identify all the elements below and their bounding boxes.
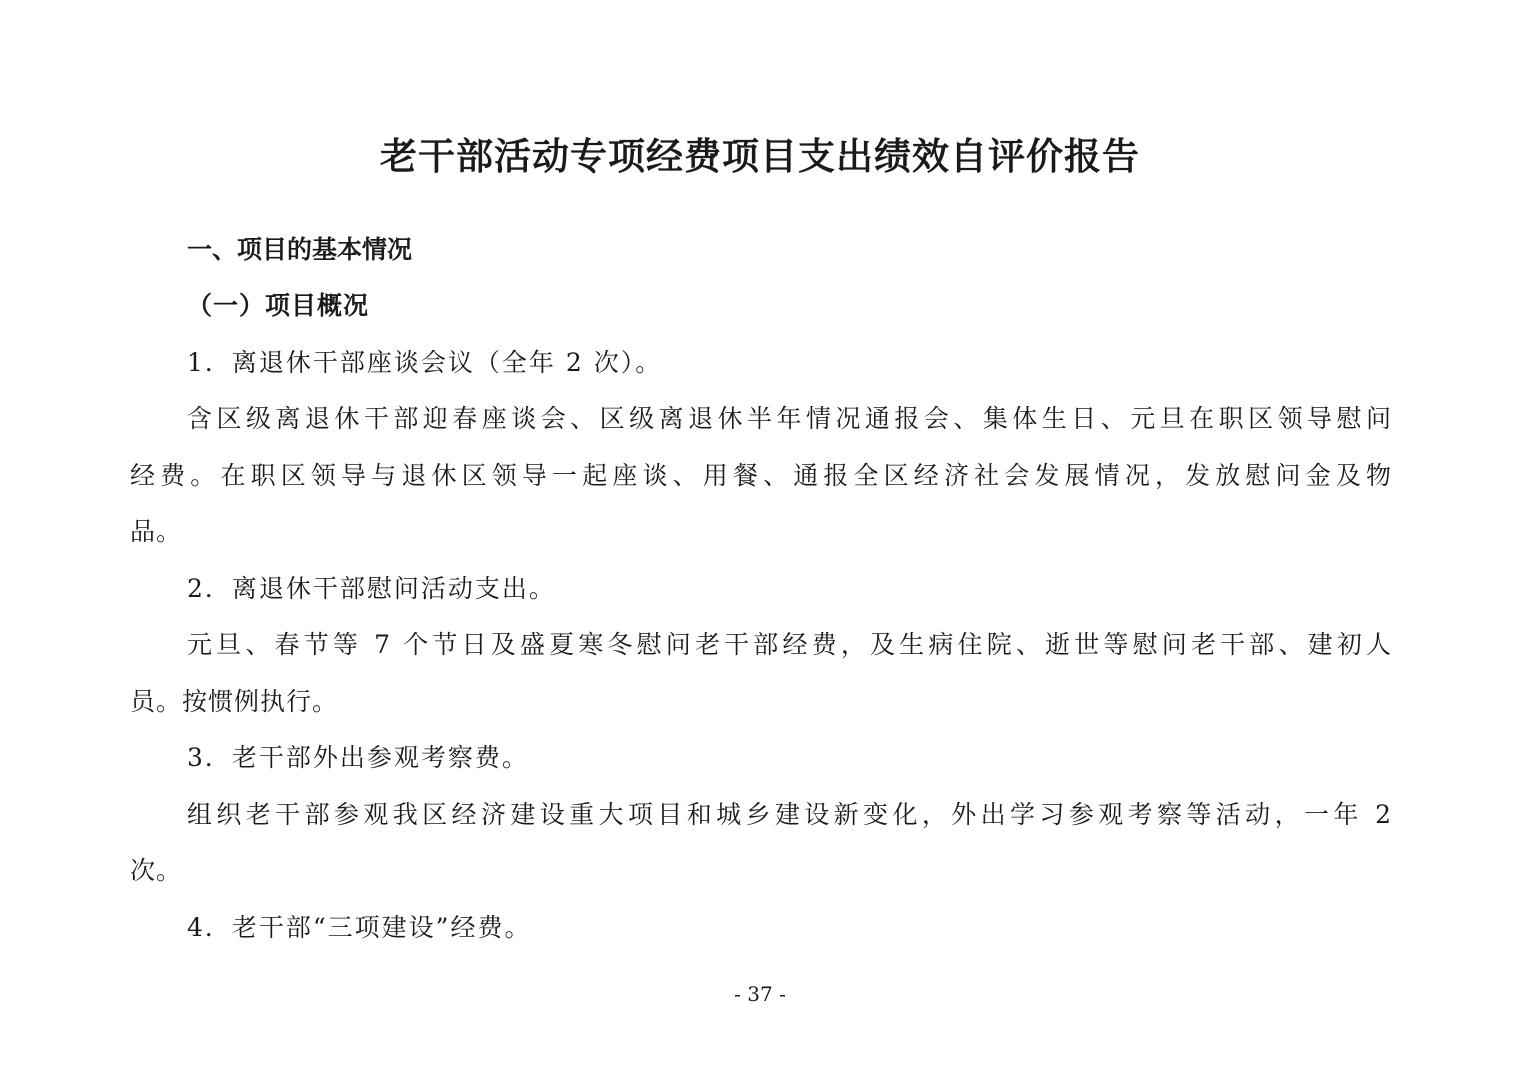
item-2-body-line-2: 员。按惯例执行。 [130, 687, 339, 716]
section-heading-1: 一、项目的基本情况 [187, 235, 413, 264]
item-3-body-line-2: 次。 [130, 856, 183, 885]
item-heading-1: 1．离退休干部座谈会议（全年 2 次）。 [187, 348, 663, 377]
subsection-heading-1: （一）项目概况 [187, 291, 370, 320]
page-number: - 37 - [734, 982, 786, 1006]
item-heading-2: 2．离退休干部慰问活动支出。 [187, 574, 556, 603]
item-1-body-line-2: 经费。在职区领导与退休区领导一起座谈、用餐、通报全区经济社会发展情况，发放慰问金及物 [130, 461, 1392, 490]
item-3-body-line-1: 组织老干部参观我区经济建设重大项目和城乡建设新变化，外出学习参观考察等活动，一年 2 [187, 800, 1392, 829]
document-title: 老干部活动专项经费项目支出绩效自评价报告 [380, 134, 1140, 178]
item-2-body-line-1: 元旦、春节等 7 个节日及盛夏寒冬慰问老干部经费，及生病住院、逝世等慰问老干部、建初人 [187, 630, 1392, 659]
item-1-body-line-1: 含区级离退休干部迎春座谈会、区级离退休半年情况通报会、集体生日、元旦在职区领导慰问 [187, 404, 1392, 433]
item-heading-3: 3．老干部外出参观考察费。 [187, 743, 529, 772]
item-heading-4: 4．老干部“三项建设”经费。 [187, 913, 532, 942]
item-1-body-line-3: 品。 [130, 517, 183, 546]
